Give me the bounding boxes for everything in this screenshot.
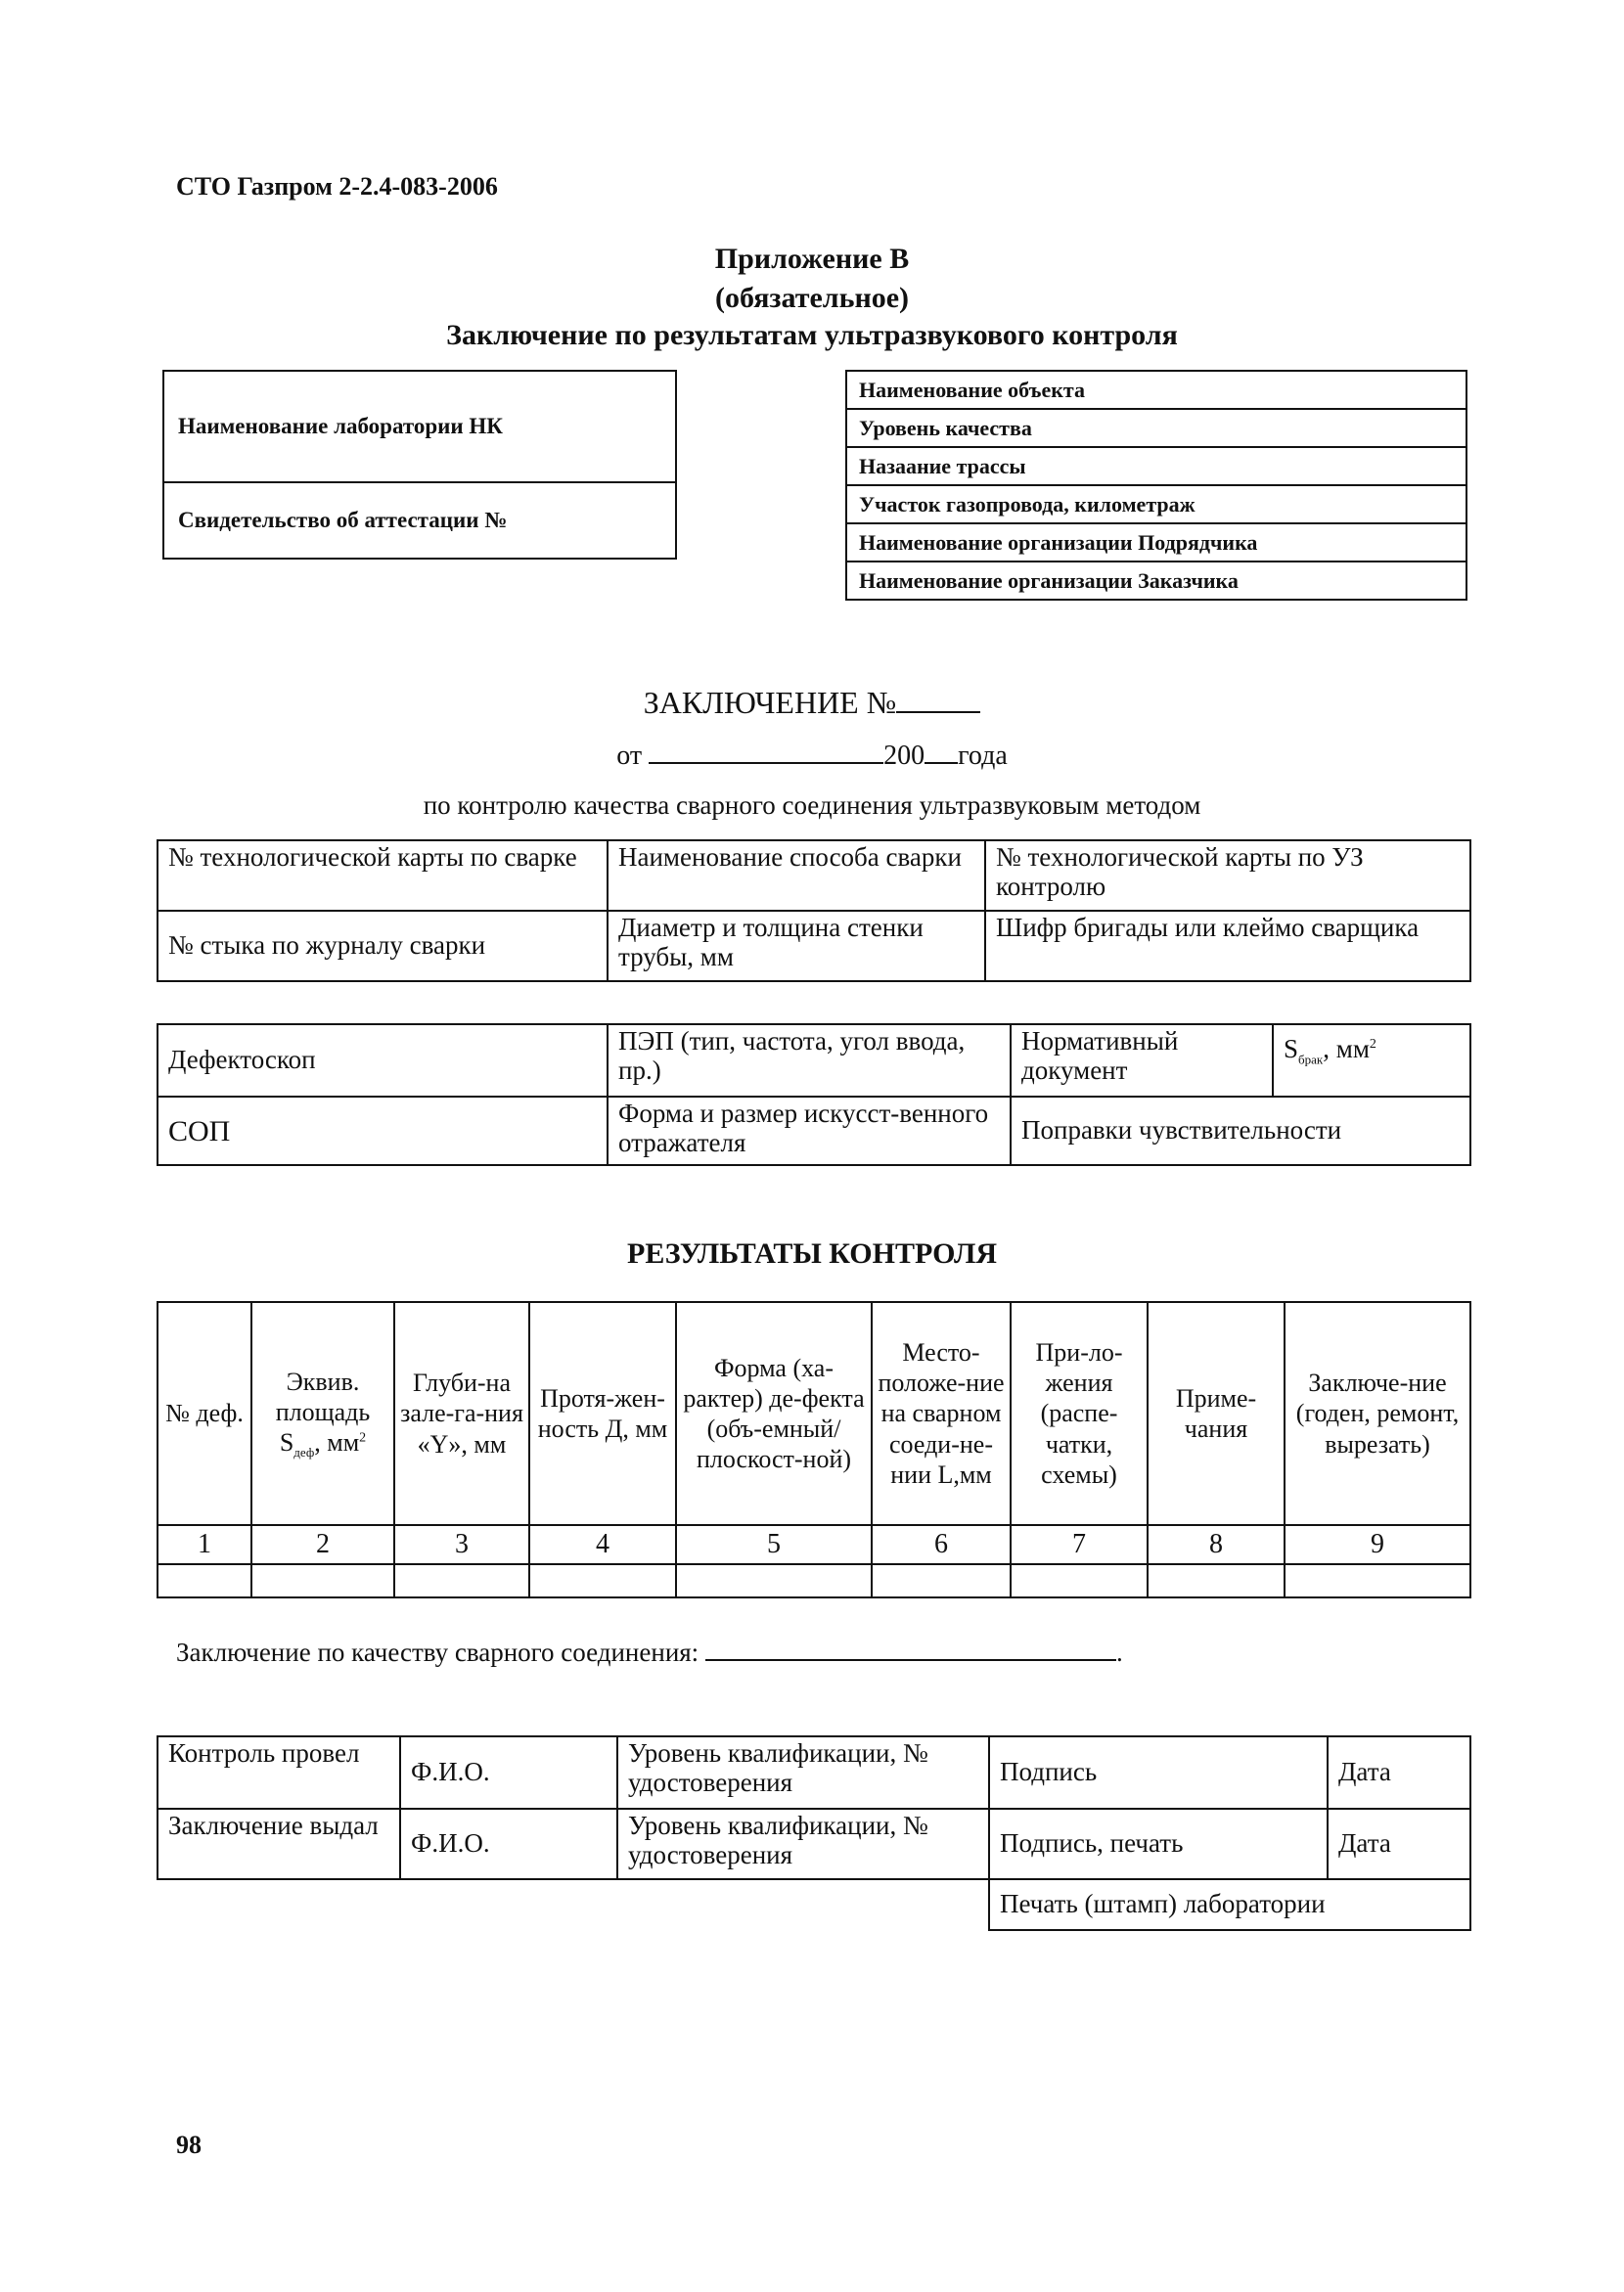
year-prefix: 200 — [883, 741, 925, 771]
issuer-signature: Подпись, печать — [989, 1809, 1328, 1879]
empty-cell — [1285, 1564, 1470, 1597]
empty-cell — [251, 1564, 394, 1597]
spacer-cell — [158, 1879, 400, 1930]
date-prefix: от — [616, 741, 643, 771]
col-length: Протя-жен-ность Д, мм — [529, 1302, 676, 1525]
reflector-cell: Форма и размер искусст-венного отражателя — [608, 1097, 1011, 1165]
col-depth: Глуби-на зале-га-ния «Y», мм — [394, 1302, 529, 1525]
col-number: 1 — [158, 1525, 251, 1564]
inspector-signature: Подпись — [989, 1736, 1328, 1809]
quality-level-cell: Уровень качества — [846, 409, 1466, 447]
col-number: 9 — [1285, 1525, 1470, 1564]
object-box — [845, 370, 1467, 601]
technology-table — [157, 839, 1471, 982]
col-area-sup: 2 — [359, 1430, 367, 1446]
empty-cell — [872, 1564, 1011, 1597]
inspector-qualification: Уровень квалификации, № удостоверения — [617, 1736, 989, 1809]
pipe-dimensions-cell: Диаметр и толщина стенки трубы, мм — [608, 911, 985, 981]
col-defect-number: № деф. — [158, 1302, 251, 1525]
page-number: 98 — [176, 2131, 202, 2159]
quality-conclusion-line — [176, 1638, 1123, 1668]
issuer-label: Заключение выдал — [158, 1809, 400, 1879]
issuer-date: Дата — [1328, 1809, 1470, 1879]
s-reject-symbol: S — [1284, 1034, 1299, 1063]
object-name-cell: Наименование объекта — [846, 371, 1466, 409]
issuer-qualification: Уровень квалификации, № удостоверения — [617, 1809, 989, 1879]
control-caption: по контролю качества сварного соединения ультразвуковым методом — [423, 790, 1201, 820]
norm-doc-cell: Нормативный документ — [1011, 1024, 1273, 1097]
conclusion-heading — [0, 685, 1624, 721]
pep-cell: ПЭП (тип, частота, угол ввода, пр.) — [608, 1024, 1011, 1097]
spacer-cell — [400, 1879, 617, 1930]
appendix-status: (обязательное) — [714, 282, 910, 314]
certificate-cell: Свидетельство об аттестации № — [163, 482, 676, 559]
route-name-cell: Назаание трассы — [846, 447, 1466, 485]
quality-blank — [705, 1659, 1116, 1661]
year-blank — [925, 762, 958, 764]
col-number: 3 — [394, 1525, 529, 1564]
empty-cell — [394, 1564, 529, 1597]
s-reject-unit: , мм — [1323, 1034, 1370, 1063]
col-number: 4 — [529, 1525, 676, 1564]
col-area-symbol: S — [279, 1428, 294, 1458]
col-notes: Приме-чания — [1148, 1302, 1285, 1525]
quality-end: . — [1115, 1638, 1123, 1667]
s-reject-sup: 2 — [1369, 1037, 1376, 1052]
appendix-title: Приложение В — [714, 243, 910, 275]
date-blank — [649, 762, 883, 764]
col-number: 8 — [1148, 1525, 1285, 1564]
s-reject-cell — [1273, 1024, 1470, 1097]
joint-number-cell: № стыка по журналу сварки — [158, 911, 608, 981]
flaw-detector-cell: Дефектоскоп — [158, 1024, 608, 1097]
laboratory-box — [162, 370, 677, 560]
standard-header: СТО Газпром 2-2.4-083-2006 — [176, 172, 498, 201]
ut-card-cell: № технологической карты по УЗ контролю — [985, 840, 1470, 911]
col-equivalent-area — [251, 1302, 394, 1525]
empty-cell — [158, 1564, 251, 1597]
lab-name-cell: Наименование лаборатории НК — [163, 371, 676, 482]
conclusion-date-line — [0, 741, 1624, 772]
sensitivity-cell: Поправки чувствительности — [1011, 1097, 1470, 1165]
lab-stamp-cell: Печать (штамп) лаборатории — [989, 1879, 1470, 1930]
conclusion-number-blank — [896, 711, 980, 713]
year-suffix: года — [958, 741, 1008, 771]
col-number: 5 — [676, 1525, 872, 1564]
issuer-fio: Ф.И.О. — [400, 1809, 617, 1879]
signature-table — [157, 1735, 1471, 1931]
col-area-unit: , мм — [314, 1428, 360, 1458]
inspector-fio: Ф.И.О. — [400, 1736, 617, 1809]
col-shape: Форма (ха-рактер) де-фекта (объ-емный/ плоскост-ной) — [676, 1302, 872, 1525]
inspector-date: Дата — [1328, 1736, 1470, 1809]
col-number: 7 — [1011, 1525, 1148, 1564]
col-number: 2 — [251, 1525, 394, 1564]
appendix-caption: Заключение по результатам ультразвукового контроля — [446, 319, 1178, 351]
col-location: Место-положе-ние на сварном соеди-не-нии L,мм — [872, 1302, 1011, 1525]
col-conclusion: Заключе-ние (годен, ремонт, вырезать) — [1285, 1302, 1470, 1525]
sop-cell: СОП — [158, 1097, 608, 1165]
empty-cell — [676, 1564, 872, 1597]
s-reject-sub: брак — [1298, 1052, 1324, 1067]
empty-cell — [1011, 1564, 1148, 1597]
pipeline-section-cell: Участок газопровода, километраж — [846, 485, 1466, 523]
equipment-table — [157, 1023, 1471, 1166]
col-number: 6 — [872, 1525, 1011, 1564]
results-heading: РЕЗУЛЬТАТЫ КОНТРОЛЯ — [627, 1237, 997, 1270]
empty-cell — [1148, 1564, 1285, 1597]
customer-cell: Наименование организации Заказчика — [846, 562, 1466, 600]
welding-card-cell: № технологической карты по сварке — [158, 840, 608, 911]
col-area-label: Эквив. площадь — [275, 1367, 371, 1427]
inspector-label: Контроль провел — [158, 1736, 400, 1809]
conclusion-heading-text: ЗАКЛЮЧЕНИЕ № — [643, 685, 897, 720]
results-table — [157, 1301, 1471, 1598]
col-area-sub: деф — [293, 1445, 315, 1461]
empty-cell — [529, 1564, 676, 1597]
col-attachments: При-ло-жения (распе-чатки, схемы) — [1011, 1302, 1148, 1525]
quality-label: Заключение по качеству сварного соединения: — [176, 1638, 699, 1667]
spacer-cell — [617, 1879, 989, 1930]
welder-code-cell: Шифр бригады или клеймо сварщика — [985, 911, 1470, 981]
contractor-cell: Наименование организации Подрядчика — [846, 523, 1466, 562]
welding-method-cell: Наименование способа сварки — [608, 840, 985, 911]
